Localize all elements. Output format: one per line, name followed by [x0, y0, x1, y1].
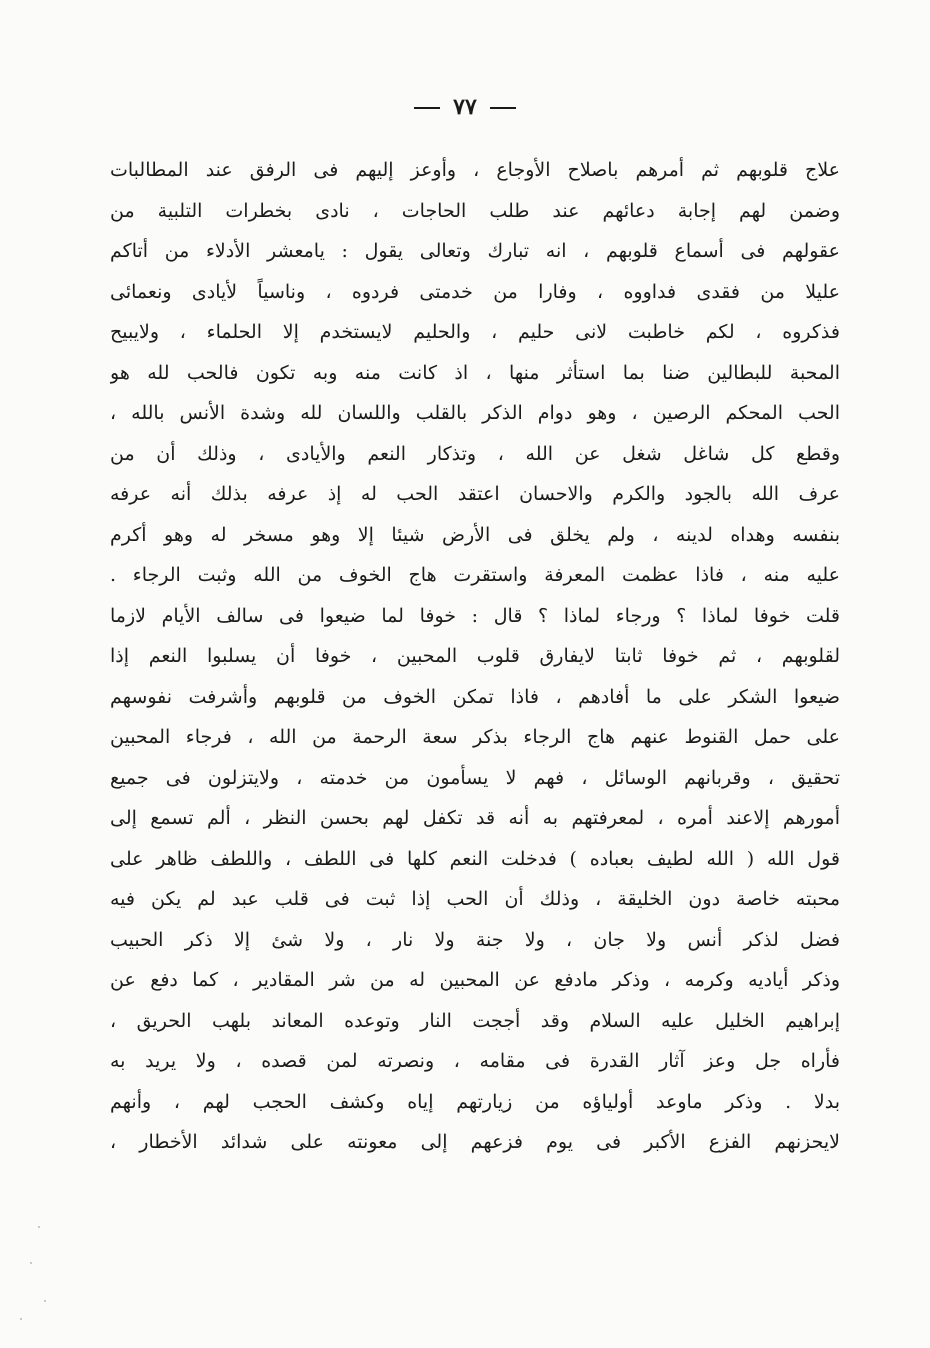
scan-speck	[20, 1318, 22, 1320]
text-line: على حمل القنوط عنهم هاج الرجاء بذكر سعة الرحمة من الله ، فرجاء المحبين	[110, 726, 840, 748]
scan-speck	[38, 1226, 40, 1228]
page-number-dash-right	[490, 107, 516, 109]
text-line: عقولهم فى أسماع قلوبهم ، انه تبارك وتعالى يقول : يامعشر الأدلاء من أتاكم	[110, 240, 840, 262]
text-line: وذكر أياديه وكرمه ، وذكر مادفع عن المحبين له من شر المقادير ، كما دفع عن	[110, 969, 840, 991]
text-line: عليه منه ، فاذا عظمت المعرفة واستقرت هاج الخوف من الله وثبت الرجاء .	[110, 564, 840, 586]
text-line: محبته خاصة دون الخليقة ، وذلك أن الحب إذا ثبت فى قلب عبد لم يكن فيه	[110, 888, 840, 910]
text-line: عرف الله بالجود والكرم والاحسان اعتقد الحب له إذ عرفه بذلك أنه عرفه	[110, 483, 840, 505]
text-line: علاج قلوبهم ثم أمرهم باصلاح الأوجاع ، وأوعز إليهم فى الرفق عند المطالبات	[110, 159, 840, 181]
text-line: ضيعوا الشكر على ما أفادهم ، فاذا تمكن الخوف من قلوبهم وأشرفت نفوسهم	[110, 685, 840, 708]
scan-speck	[30, 1262, 32, 1264]
page-number-dash-left	[414, 107, 440, 109]
text-line: المحبة للبطالين ضنا بما استأثر منها ، اذ كانت منه وبه تكون فالحب لله هو	[110, 361, 840, 384]
text-line: فذكروه ، لكم خاطبت لانى حليم ، والحليم لايستخدم إلا الحلماء ، ولايبيح	[110, 321, 840, 343]
text-line: بدلا . وذكر ماوعد أولياؤه من زيارتهم إياه وكشف الحجب لهم ، وأنهم	[110, 1090, 840, 1113]
text-line: الحب المحكم الرصين ، وهو دوام الذكر بالقلب واللسان لله وشدة الأنس بالله ،	[110, 402, 840, 424]
scan-speck	[44, 1300, 46, 1302]
text-line: تحقيق ، وقربانهم الوسائل ، فهم لا يسأمون من خدمته ، ولايتزلون فى جميع	[110, 766, 840, 789]
text-line: أمورهم إلاعند أمره ، لمعرفتهم به أنه قد تكفل لهم بحسن النظر ، ألم تسمع إلى	[110, 807, 840, 829]
text-line: قول الله ( الله لطيف بعباده ) فدخلت النعم كلها فى اللطف ، واللطف ظاهر على	[110, 847, 840, 870]
text-line: فضل لذكر أنس ولا جان ، ولا جنة ولا نار ، ولا شئ إلا ذكر الحبيب	[110, 928, 840, 951]
text-line: قلت خوفا لماذا ؟ ورجاء لماذا ؟ قال : خوفا لما ضيعوا فى سالف الأيام لازما	[110, 604, 840, 627]
text-line: وضمن لهم إجابة دعائهم عند طلب الحاجات ، نادى بخطرات التلبية من	[110, 199, 840, 222]
body-text	[110, 150, 840, 1163]
text-line: لايحزنهم الفزع الأكبر فى يوم فزعهم إلى معونته على شدائد الأخطار ،	[110, 1131, 840, 1153]
text-line: بنفسه وهداه لدينه ، ولم يخلق فى الأرض شيئا إلا وهو مسخر له وهو أكرم	[110, 523, 840, 546]
text-line: إبراهيم الخليل عليه السلام وقد أججت النار وتوعده المعاند بلهب الحريق ،	[110, 1009, 840, 1032]
page-number	[0, 94, 930, 120]
page-number-value: ٧٧	[453, 94, 477, 120]
text-line: وقطع كل شاغل شغل عن الله ، وتذكار النعم والأيادى ، وذلك أن من	[110, 442, 840, 465]
text-line: عليلا من فقدى فداووه ، وفارا من خدمتى فردوه ، وناسياً لأيادى ونعمائى	[110, 280, 840, 303]
text-line: فأراه جل وعز آثار القدرة فى مقامه ، ونصرته لمن قصده ، ولا يريد به	[110, 1050, 840, 1072]
text-line: لقلوبهم ، ثم خوفا ثابتا لايفارق قلوب المحبين ، خوفا أن يسلبوا النعم إذا	[110, 645, 840, 667]
